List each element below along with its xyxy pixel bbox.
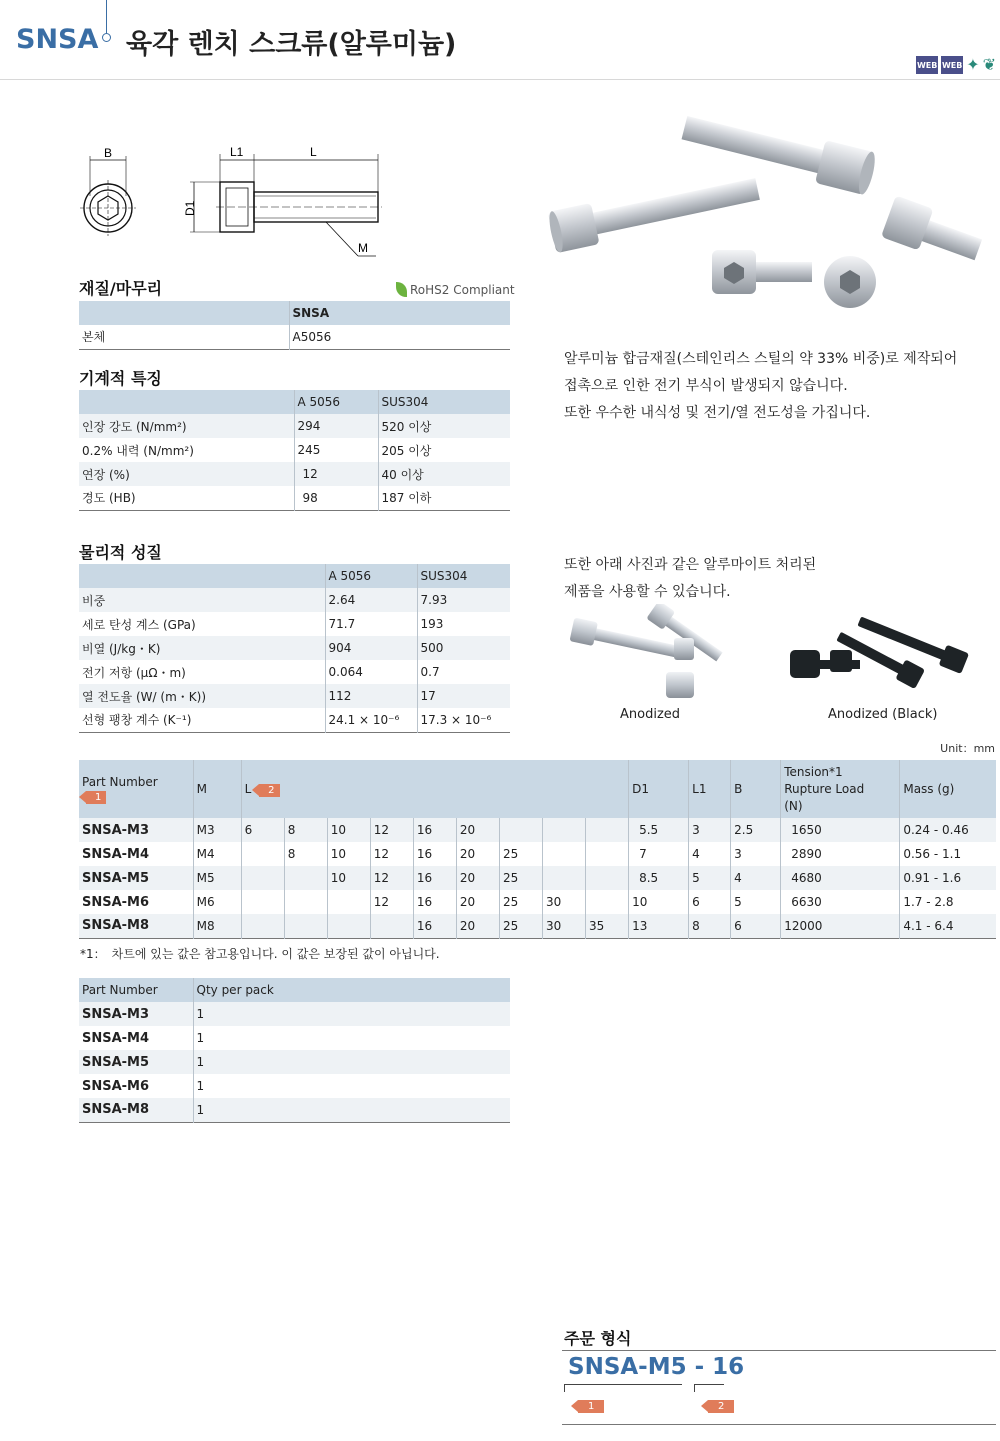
product-photo [548,112,1000,330]
spec-part: SNSA-M8 [79,914,193,938]
spec-m: M6 [193,890,241,914]
spec-l: 12 [370,842,413,866]
spec-b: 3 [731,842,781,866]
physical-row-a: 24.1 × 10⁻⁶ [325,708,417,732]
spec-l [284,914,327,938]
spec-l [370,914,413,938]
physical-table [79,564,510,733]
spec-l: 16 [413,818,456,842]
spec-mass: 1.7 - 2.8 [900,890,996,914]
spec-tension: 6630 [781,890,900,914]
mechanical-table [79,390,510,511]
table-row [79,914,996,938]
page-title: 육각 렌치 스크류(알루미늄) [126,29,457,60]
mechanical-row-b: 520 이상 [378,414,510,438]
spec-d1: 13 [629,914,689,938]
spec-mass: 4.1 - 6.4 [900,914,996,938]
dim-l: L [310,145,317,159]
spec-header-m: M [193,760,241,818]
spec-l: 10 [327,818,370,842]
spec-tension: 12000 [781,914,900,938]
spec-part: SNSA-M5 [79,866,193,890]
mechanical-row-b: 205 이상 [378,438,510,462]
description-line: 또한 아래 사진과 같은 알루마이트 처리된 [564,557,817,573]
mechanical-row-label: 경도 (HB) [82,491,136,506]
header-divider-dot [102,33,111,42]
physical-row-label: 전기 저항 (μΩ・m) [82,665,186,680]
table-row [79,890,996,914]
order-divider-top [562,1350,996,1351]
dim-d1: D1 [183,200,197,216]
dim-l1: L1 [230,145,244,159]
order-bracket-2 [694,1384,724,1392]
spec-l [586,890,629,914]
anodized-black-photo [780,610,980,700]
description-line: 알루미늄 합금재질(스테인리스 스틸의 약 33% 비중)로 제작되어 [564,351,958,367]
caption-anodized-black: Anodized (Black) [828,707,938,722]
spec-l [241,914,284,938]
qty-part: SNSA-M5 [79,1050,193,1074]
mechanical-row-b: 187 이하 [378,486,510,510]
qty-value: 1 [193,1098,510,1122]
web-badge: WEB [916,56,938,74]
physical-row-label: 선형 팽창 계수 (K⁻¹) [82,713,192,728]
table-row [79,1050,510,1074]
spec-part: SNSA-M6 [82,894,150,910]
tag-2: 2 [259,784,279,797]
mechanical-row-a: 12 [294,462,378,486]
spec-l: 20 [456,866,499,890]
table-row [79,1098,510,1122]
qty-header-qty: Qty per pack [193,978,510,1002]
mechanical-row-b: 40 이상 [378,462,510,486]
spec-l: 16 [413,842,456,866]
spec-part: SNSA-M4 [82,846,150,862]
rohs-badge [396,282,515,297]
spec-header-d1: D1 [629,760,689,818]
spec-l: 12 [370,866,413,890]
qty-value: 1 [193,1050,510,1074]
physical-header-a5056: A 5056 [325,564,417,588]
spec-d1: 8.5 [629,866,689,890]
header-divider [106,0,107,34]
spec-b: 2.5 [731,818,781,842]
mechanical-row-label: 0.2% 내력 (N/mm²) [82,443,194,458]
unit-label: Unit：mm [940,742,995,755]
physical-row-label: 세로 탄성 계스 (GPa) [82,617,196,632]
mechanical-header-a5056: A 5056 [294,390,378,414]
spec-l: 10 [327,866,370,890]
spec-l: 16 [413,914,456,938]
material-row-value: A5056 [289,325,510,349]
spec-l: 8 [284,818,327,842]
spec-b: 6 [731,914,781,938]
spec-m: M4 [193,842,241,866]
spec-m: M8 [193,914,241,938]
spec-header-mass: Mass (g) [900,760,996,818]
spec-l: 12 [370,818,413,842]
leaf-icon [396,282,407,297]
spec-l [241,890,284,914]
spec-l [586,818,629,842]
spec-header-tension-1: Tension*1 [784,764,843,779]
physical-row-a: 0.064 [325,660,417,684]
spec-tension: 2890 [781,842,900,866]
spec-l: 20 [456,842,499,866]
material-table [79,301,510,350]
physical-row-b: 7.93 [417,588,510,612]
spec-l1: 6 [689,890,731,914]
description-line: 제품을 사용할 수 있습니다. [564,584,731,600]
eco-icon: ✦ [966,55,980,74]
mechanical-row-a: 294 [294,414,378,438]
spec-l1: 4 [689,842,731,866]
tag-2: 2 [708,1400,734,1413]
order-divider-bottom [562,1424,996,1425]
spec-m: M3 [193,818,241,842]
spec-table [79,760,996,939]
material-row-label: 본체 [82,330,106,345]
spec-m: M5 [193,866,241,890]
physical-row-b: 500 [417,636,510,660]
qty-part: SNSA-M3 [79,1002,193,1026]
spec-l: 25 [499,914,542,938]
physical-header-blank [79,564,325,588]
spec-l [542,866,585,890]
spec-l: 16 [413,890,456,914]
spec-l: 10 [327,842,370,866]
spec-l1: 5 [689,866,731,890]
table-row [79,842,996,866]
order-code: SNSA-M5 - 16 [568,1354,745,1380]
spec-l: 12 [370,890,413,914]
spec-header-part-label: Part Number [82,774,158,789]
description-line: 접촉으로 인한 전기 부식이 발생되지 않습니다. [564,378,848,394]
material-header: SNSA [289,301,510,325]
qty-part: SNSA-M8 [79,1098,193,1122]
spec-header-l [241,760,628,818]
spec-l1: 8 [689,914,731,938]
spec-l [586,866,629,890]
dim-b: B [104,146,113,160]
spec-tension: 1650 [781,818,900,842]
description-line: 또한 우수한 내식성 및 전기/열 전도성을 가집니다. [564,405,871,421]
material-title: 재질/마무리 [79,279,163,298]
footnote: *1： 차트에 있는 값은 참고용입니다. 이 값은 보장된 값이 아닙니다. [80,947,440,961]
spec-header-l1: L1 [689,760,731,818]
spec-l: 6 [241,818,284,842]
spec-l: 30 [542,914,585,938]
order-bracket-1 [564,1384,682,1392]
mechanical-row-label: 연장 (%) [79,462,294,486]
order-tag-1 [574,1394,604,1413]
physical-row-label: 비중 [79,588,325,612]
physical-row-label: 비열 (J/kg・K) [79,636,325,660]
spec-l [241,842,284,866]
physical-row-a: 2.64 [325,588,417,612]
spec-l [241,866,284,890]
product-code: SNSA [16,24,99,55]
product-description [564,346,994,427]
spec-header-l-label: L [244,781,252,796]
mechanical-header-blank [79,390,294,414]
tag-1: 1 [578,1400,604,1413]
table-row [79,1026,510,1050]
physical-row-b: 17.3 × 10⁻⁶ [417,708,510,732]
spec-l [284,866,327,890]
spec-d1: 10 [629,890,689,914]
spec-mass: 0.56 - 1.1 [900,842,996,866]
spec-l [499,818,542,842]
spec-d1: 7 [629,842,689,866]
qty-header-part: Part Number [79,978,193,1002]
material-header-blank [79,301,289,325]
physical-row-a: 904 [325,636,417,660]
physical-row-label: 열 전도율 (W/ (m・K)) [79,684,325,708]
page-header [0,0,1000,80]
anodized-photo [562,604,742,704]
spec-l: 20 [456,914,499,938]
spec-l: 30 [542,890,585,914]
mechanical-title: 기계적 특징 [79,369,162,388]
dim-m: M [358,241,368,255]
spec-l1: 3 [689,818,731,842]
qty-value: 1 [193,1002,510,1026]
anodized-description [564,552,816,606]
spec-l [284,890,327,914]
spec-l: 8 [284,842,327,866]
mechanical-header-sus304: SUS304 [378,390,510,414]
spec-l [542,818,585,842]
spec-header-tension [781,760,900,818]
spec-d1: 5.5 [629,818,689,842]
spec-tension: 4680 [781,866,900,890]
spec-l: 25 [499,842,542,866]
tag-1: 1 [86,791,106,804]
qty-part: SNSA-M6 [82,1078,150,1094]
physical-row-b: 0.7 [417,660,510,684]
spec-l: 20 [456,890,499,914]
qty-value: 1 [193,1074,510,1098]
order-title: 주문 형식 [564,1329,632,1348]
qty-value: 1 [193,1026,510,1050]
table-row [79,866,996,890]
spec-b: 4 [731,866,781,890]
leaf-icon: ❦ [982,55,996,74]
qty-table [79,978,510,1123]
spec-mass: 0.24 - 0.46 [900,818,996,842]
physical-row-a: 71.7 [325,612,417,636]
physical-row-b: 17 [417,684,510,708]
qty-part: SNSA-M4 [82,1030,150,1046]
spec-l: 25 [499,890,542,914]
spec-l [327,890,370,914]
physical-row-a: 112 [325,684,417,708]
spec-b: 5 [731,890,781,914]
physical-title: 물리적 성질 [79,543,162,562]
table-row [79,1002,510,1026]
spec-l: 20 [456,818,499,842]
spec-part: SNSA-M3 [79,818,193,842]
physical-row-b: 193 [417,612,510,636]
mechanical-row-a: 98 [294,486,378,510]
spec-header-part [79,760,193,818]
physical-header-sus304: SUS304 [417,564,510,588]
spec-header-tension-3: (N) [784,798,803,813]
rohs-label: RoHS2 Compliant [410,282,515,297]
spec-header-b: B [731,760,781,818]
spec-mass: 0.91 - 1.6 [900,866,996,890]
spec-l [327,914,370,938]
caption-anodized: Anodized [620,707,681,722]
order-tag-2 [704,1394,734,1413]
spec-l [586,842,629,866]
badges [916,56,996,74]
mechanical-row-a: 245 [294,438,378,462]
table-row [79,818,996,842]
spec-l [542,842,585,866]
spec-l: 25 [499,866,542,890]
spec-l: 16 [413,866,456,890]
spec-header-tension-2: Rupture Load [784,781,865,796]
table-row [79,1074,510,1098]
spec-l: 35 [586,914,629,938]
web-badge: WEB [941,56,963,74]
mechanical-row-label: 인장 강도 (N/mm²) [79,414,294,438]
screw-diagram [76,140,396,265]
